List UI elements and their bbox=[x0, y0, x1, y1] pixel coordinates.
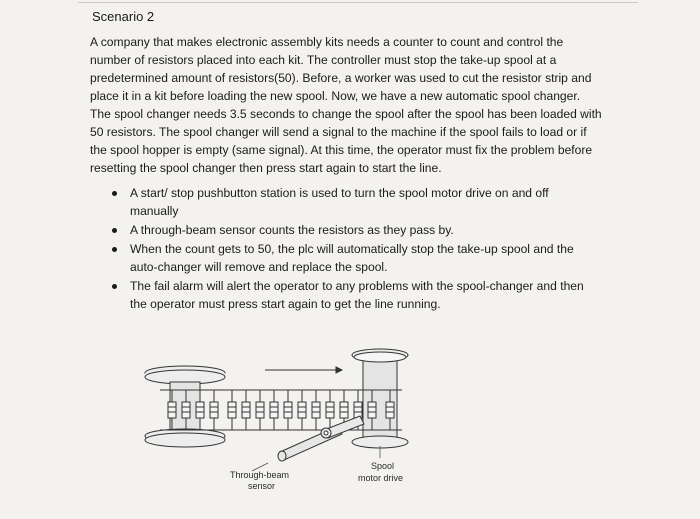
paragraph-line: the spool hopper is empty (same signal). At this time, the operator must fix the problem before bbox=[90, 143, 593, 157]
list-item bbox=[106, 240, 626, 276]
list-item bbox=[106, 221, 626, 239]
spool-machine-diagram bbox=[140, 338, 440, 508]
top-rule bbox=[78, 2, 638, 3]
list-item bbox=[106, 277, 626, 313]
motor-label: motor drive bbox=[358, 473, 404, 483]
scenario-paragraph bbox=[90, 33, 630, 177]
take-up-spool bbox=[352, 349, 408, 448]
paragraph-line: place it in a kit before loading the new spool. Now, we have a new automatic spool changer. bbox=[90, 89, 581, 103]
list-item-line: A through-beam sensor counts the resistors as they pass by. bbox=[130, 223, 454, 237]
paragraph-line: predetermined amount of resistors(50). Before, a worker was used to cut the resistor strip and bbox=[90, 71, 592, 85]
bullet-icon bbox=[112, 228, 117, 233]
sensor-label: sensor bbox=[248, 481, 276, 491]
scenario-title: Scenario 2 bbox=[92, 9, 155, 24]
spool-motor-drive bbox=[321, 416, 364, 438]
paragraph-line: A company that makes electronic assembly kits needs a counter to count and control the bbox=[90, 35, 564, 49]
direction-arrow-icon bbox=[265, 367, 342, 373]
paragraph-line: 50 resistors. The spool changer will send a signal to the machine if the spool fails to load or if bbox=[90, 125, 587, 139]
list-item bbox=[106, 184, 626, 220]
requirements-list bbox=[106, 184, 626, 314]
bullet-icon bbox=[112, 284, 117, 289]
list-item-line: When the count gets to 50, the plc will automatically stop the take-up spool and the bbox=[130, 242, 574, 256]
list-item-line: The fail alarm will alert the operator to any problems with the spool-changer and then bbox=[130, 279, 584, 293]
paragraph-line: resetting the spool changer then press start again to start the line. bbox=[90, 161, 442, 175]
list-item-line: auto-changer will remove and replace the spool. bbox=[130, 260, 388, 274]
list-item-line: the operator must press start again to get the line running. bbox=[130, 297, 441, 311]
paragraph-line: number of resistors placed into each kit. The controller must stop the take-up spool at a bbox=[90, 53, 557, 67]
list-item-line: A start/ stop pushbutton station is used to turn the spool motor drive on and off bbox=[130, 186, 549, 200]
sensor-label: Through-beam bbox=[230, 470, 290, 480]
paragraph-line: The spool changer needs 3.5 seconds to change the spool after the spool has been loaded with bbox=[90, 107, 602, 121]
motor-label: Spool bbox=[371, 461, 395, 471]
bullet-icon bbox=[112, 247, 117, 252]
bullet-icon bbox=[112, 191, 117, 196]
list-item-line: manually bbox=[130, 204, 179, 218]
